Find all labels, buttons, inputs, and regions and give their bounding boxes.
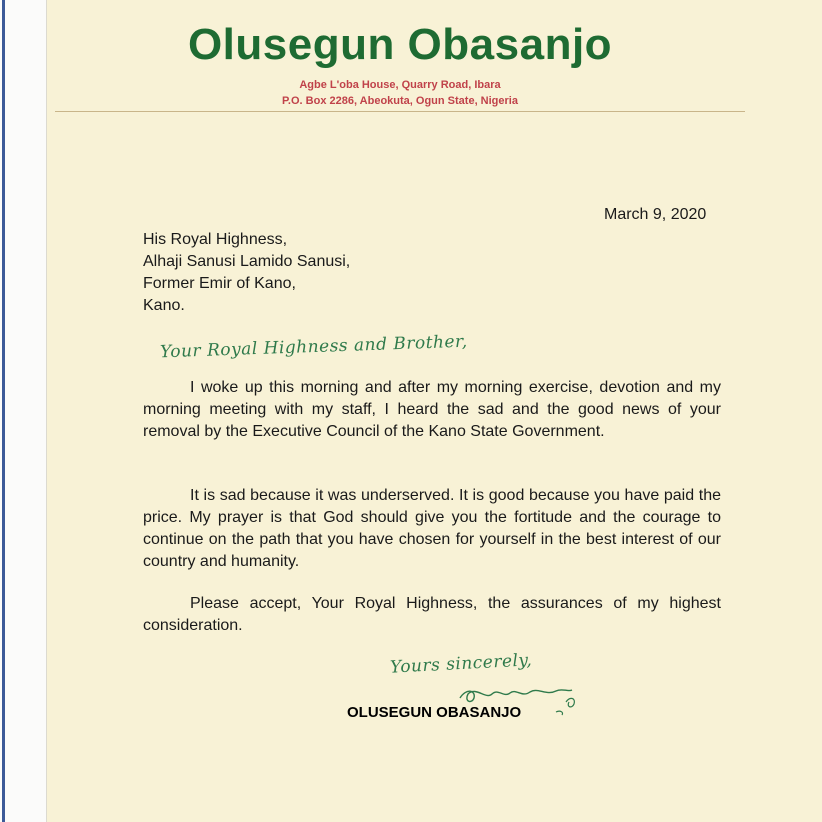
letterhead-rule [55, 111, 745, 112]
signatory-name: OLUSEGUN OBASANJO [347, 704, 522, 721]
letterhead-name: Olusegun Obasanjo [187, 20, 613, 69]
letterhead-address-line2: P.O. Box 2286, Abeokuta, Ogun State, Nigeria [282, 95, 518, 107]
handwritten-salutation: Your Royal Highness and Brother, [159, 331, 469, 363]
recipient-line: His Royal Highness, [143, 231, 288, 248]
recipient-line: Former Emir of Kano, [143, 275, 296, 292]
recipient-address [143, 229, 350, 317]
letter-date: March 9, 2020 [604, 206, 707, 223]
paragraph-2: It is sad because it was underserved. It is good because you have paid the price. My prayer is that God should give you the fortitude and the courage to continue on the path that you have chosen for yourself in the best interest of our country and humanity. [143, 487, 721, 570]
letterhead-address-line1: Agbe L'oba House, Quarry Road, Ibara [299, 79, 501, 91]
recipient-line: Alhaji Sanusi Lamido Sanusi, [143, 253, 351, 270]
paragraph-3: Please accept, Your Royal Highness, the assurances of my highest consideration. [143, 595, 721, 634]
recipient-line: Kano. [143, 297, 185, 314]
handwritten-closing: Yours sincerely, [389, 650, 533, 678]
scanner-border [0, 0, 47, 822]
paragraph-1: I woke up this morning and after my morning exercise, devotion and my morning meeting with my staff, I heard the sad and the good news of your removal by the Executive Council of the Kano State Government. [143, 379, 721, 440]
